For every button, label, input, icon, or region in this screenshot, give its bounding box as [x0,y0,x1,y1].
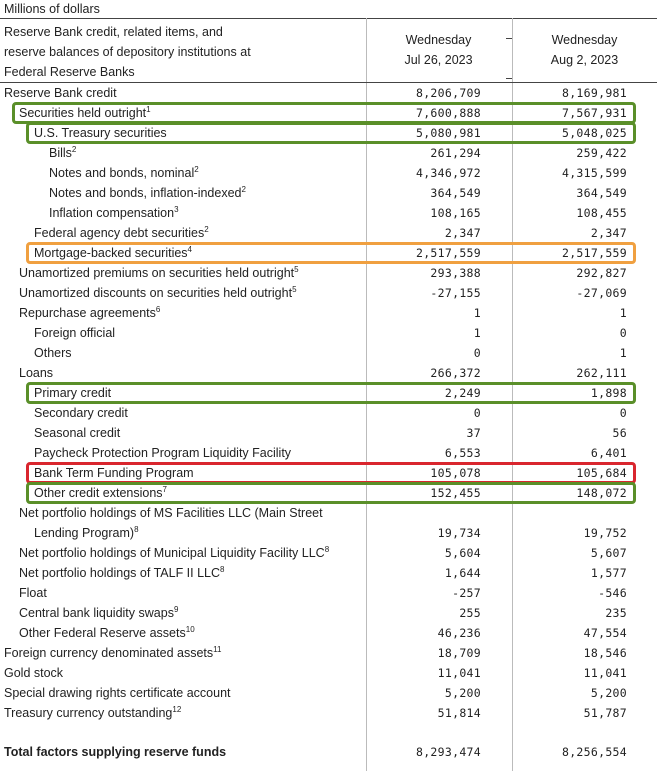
table-row [0,623,657,643]
value-aug-2: 2,517,559 [561,246,627,260]
value-jul-26: 1 [473,306,481,320]
value-aug-2: 0 [619,326,627,340]
row-label [4,86,117,100]
header-label-line: reserve balances of depository institutions at [4,45,251,59]
value-jul-26: 5,604 [444,546,481,560]
header-tick [506,38,512,39]
row-label [4,646,221,660]
value-aug-2: 56 [612,426,627,440]
value-aug-2: 1 [619,346,627,360]
value-jul-26: 261,294 [430,146,481,160]
table-row [0,263,657,283]
row-label [4,686,231,700]
row-label-text: Reserve Bank credit [4,86,117,100]
table-row [0,323,657,343]
value-aug-2: 11,041 [583,666,627,680]
value-aug-2: -27,069 [576,286,627,300]
value-aug-2: 7,567,931 [561,106,627,120]
value-aug-2: 1,898 [590,386,627,400]
row-label [34,386,111,400]
footnote-marker: 4 [187,244,192,254]
value-jul-26: 19,734 [437,526,481,540]
row-label-text: Federal agency debt securities [34,226,205,240]
row-label [49,206,179,220]
column-header-date: Jul 26, 2023 [404,53,473,67]
row-label [49,166,199,180]
header-top-rule [0,18,657,19]
total-row [0,742,657,762]
row-label-text: Float [19,586,47,600]
value-jul-26: 46,236 [437,626,481,640]
row-label [34,446,291,460]
value-aug-2: 235 [605,606,627,620]
column-header-jul-26 [366,30,511,70]
header-label-line: Federal Reserve Banks [4,65,135,79]
row-label-text: Inflation compensation [49,206,175,220]
row-label [19,566,225,580]
table-row [0,163,657,183]
value-aug-2: 148,072 [576,486,627,500]
value-jul-26: 7,600,888 [415,106,481,120]
row-label [19,306,160,320]
table-row [0,443,657,463]
row-label-text: Others [34,346,72,360]
value-jul-26: -27,155 [430,286,481,300]
row-label-text: Securities held outright [19,106,147,120]
value-aug-2: 292,827 [576,266,627,280]
row-label [19,606,178,620]
value-jul-26: 255 [459,606,481,620]
row-label-text: Repurchase agreements [19,306,156,320]
footnote-marker: 2 [71,144,77,154]
column-header-aug-2 [512,30,657,70]
row-label-text: Foreign currency denominated assets [4,646,214,660]
row-label [19,286,297,300]
row-label-text: Notes and bonds, inflation-indexed [49,186,242,200]
value-jul-26: 266,372 [430,366,481,380]
footnote-marker: 3 [174,204,179,214]
row-label-text: Mortgage-backed securities [34,246,188,260]
value-jul-26: 8,206,709 [415,86,481,100]
footnote-marker: 5 [294,264,299,274]
value-jul-26: 364,549 [430,186,481,200]
footnote-marker: 2 [241,184,246,194]
row-label [4,706,181,720]
table-row [0,603,657,623]
header-label-line: Reserve Bank credit, related items, and [4,25,223,39]
table-row [0,363,657,383]
footnote-marker: 2 [204,224,209,234]
table-row [0,303,657,323]
value-jul-26: 0 [473,346,481,360]
value-jul-26: 152,455 [430,486,481,500]
table-row [0,483,657,503]
value-jul-26: 1,644 [444,566,481,580]
value-jul-26: 2,347 [444,226,481,240]
table-row [0,123,657,143]
row-label [34,486,167,500]
row-label [34,246,192,260]
table-row [0,663,657,683]
value-aug-2: 5,607 [590,546,627,560]
footnote-marker: 6 [155,304,161,314]
row-label-text: Lending Program) [34,526,135,540]
row-label [19,506,323,520]
value-aug-2: 47,554 [583,626,627,640]
footnote-marker: 8 [220,564,225,574]
row-label-text: Central bank liquidity swaps [19,606,174,620]
footnote-marker: 8 [324,544,330,554]
value-jul-26: 1 [473,326,481,340]
row-label [34,426,120,440]
table-row [0,703,657,723]
value-jul-26: 4,346,972 [415,166,481,180]
table-row [0,283,657,303]
row-label [19,366,53,380]
column-header-weekday: Wednesday [551,33,618,47]
row-label [49,146,76,160]
row-label-text: Net portfolio holdings of TALF II LLC [19,566,221,580]
value-aug-2: 5,048,025 [561,126,627,140]
table-row [0,523,657,543]
row-label-text: Foreign official [34,326,116,340]
row-label-text: Special drawing rights certificate account [4,686,231,700]
value-jul-26: 105,078 [430,466,481,480]
value-aug-2: 19,752 [583,526,627,540]
value-aug-2: 259,422 [576,146,627,160]
table-row [0,503,657,523]
table-row [0,343,657,363]
row-label-text: Net portfolio holdings of MS Facilities LLC (Main Street [19,506,323,520]
row-label-text: Primary credit [34,386,112,400]
value-aug-2: 364,549 [576,186,627,200]
table-row [0,543,657,563]
value-aug-2: 5,200 [590,686,627,700]
value-aug-2: 18,546 [583,646,627,660]
footnote-marker: 2 [194,164,199,174]
value-aug-2: 2,347 [590,226,627,240]
row-label-text: Other Federal Reserve assets [19,626,186,640]
value-aug-2: 262,111 [576,366,627,380]
table-row [0,423,657,443]
value-jul-26: 108,165 [430,206,481,220]
footnote-marker: 9 [173,604,179,614]
value-aug-2: 0 [619,406,627,420]
row-label [34,466,194,480]
footnote-marker: 11 [213,644,222,654]
table-row [0,203,657,223]
value-jul-26: 2,517,559 [415,246,481,260]
table-row [0,143,657,163]
footnote-marker: 7 [162,484,167,494]
value-aug-2: 105,684 [576,466,627,480]
value-jul-26: 5,080,981 [415,126,481,140]
value-aug-2: 108,455 [576,206,627,220]
value-jul-26: -257 [452,586,481,600]
row-label-text: Other credit extensions [34,486,163,500]
row-label-text: Secondary credit [34,406,128,420]
footnote-marker: 5 [292,284,297,294]
table-row [0,243,657,263]
value-aug-2: 4,315,599 [561,166,627,180]
row-label-text: Unamortized discounts on securities held outright [19,286,293,300]
value-aug-2: 8,169,981 [561,86,627,100]
table-row [0,103,657,123]
row-label [19,586,47,600]
row-label [34,126,167,140]
table-row [0,683,657,703]
table-row [0,383,657,403]
row-label-text: Loans [19,366,54,380]
row-label-text: Notes and bonds, nominal [49,166,195,180]
row-label-text: Treasury currency outstanding [4,706,173,720]
total-value-jul-26: 8,293,474 [415,745,481,759]
table-row [0,643,657,663]
table-row [0,83,657,103]
value-jul-26: 293,388 [430,266,481,280]
table-row [0,563,657,583]
units-label: Millions of dollars [4,2,100,16]
value-jul-26: 11,041 [437,666,481,680]
table-header-label [4,22,251,82]
header-tick [506,78,512,79]
row-label-text: Bills [49,146,72,160]
table-row [0,183,657,203]
column-header-date: Aug 2, 2023 [550,53,619,67]
value-jul-26: 0 [473,406,481,420]
row-label [19,266,299,280]
table-row [0,463,657,483]
value-jul-26: 2,249 [444,386,481,400]
row-label [34,346,72,360]
row-label [4,666,63,680]
row-label-text: Unamortized premiums on securities held outright [19,266,295,280]
footnote-marker: 12 [172,704,182,714]
value-aug-2: 1 [619,306,627,320]
row-label [34,526,139,540]
row-label-text: U.S. Treasury securities [34,126,167,140]
footnote-marker: 10 [185,624,195,634]
value-jul-26: 6,553 [444,446,481,460]
footnote-marker: 1 [146,104,151,114]
footnote-marker: 8 [134,524,139,534]
row-label-text: Bank Term Funding Program [34,466,194,480]
row-label [34,226,209,240]
value-jul-26: 18,709 [437,646,481,660]
total-label: Total factors supplying reserve funds [4,745,227,759]
row-label-text: Paycheck Protection Program Liquidity Facility [34,446,292,460]
row-label [34,406,128,420]
value-aug-2: 51,787 [583,706,627,720]
column-header-weekday: Wednesday [405,33,472,47]
row-label-text: Net portfolio holdings of Municipal Liquidity Facility LLC [19,546,325,560]
row-label-text: Gold stock [4,666,64,680]
row-label [19,546,329,560]
row-label [49,186,246,200]
table-row [0,583,657,603]
row-label [19,626,195,640]
value-aug-2: 1,577 [590,566,627,580]
value-aug-2: -546 [598,586,627,600]
row-label-text: Seasonal credit [34,426,121,440]
row-label [19,106,151,120]
row-label [34,326,115,340]
value-aug-2: 6,401 [590,446,627,460]
value-jul-26: 51,814 [437,706,481,720]
value-jul-26: 5,200 [444,686,481,700]
value-jul-26: 37 [466,426,481,440]
table-row [0,223,657,243]
table-row [0,403,657,423]
total-value-aug-2: 8,256,554 [561,745,627,759]
